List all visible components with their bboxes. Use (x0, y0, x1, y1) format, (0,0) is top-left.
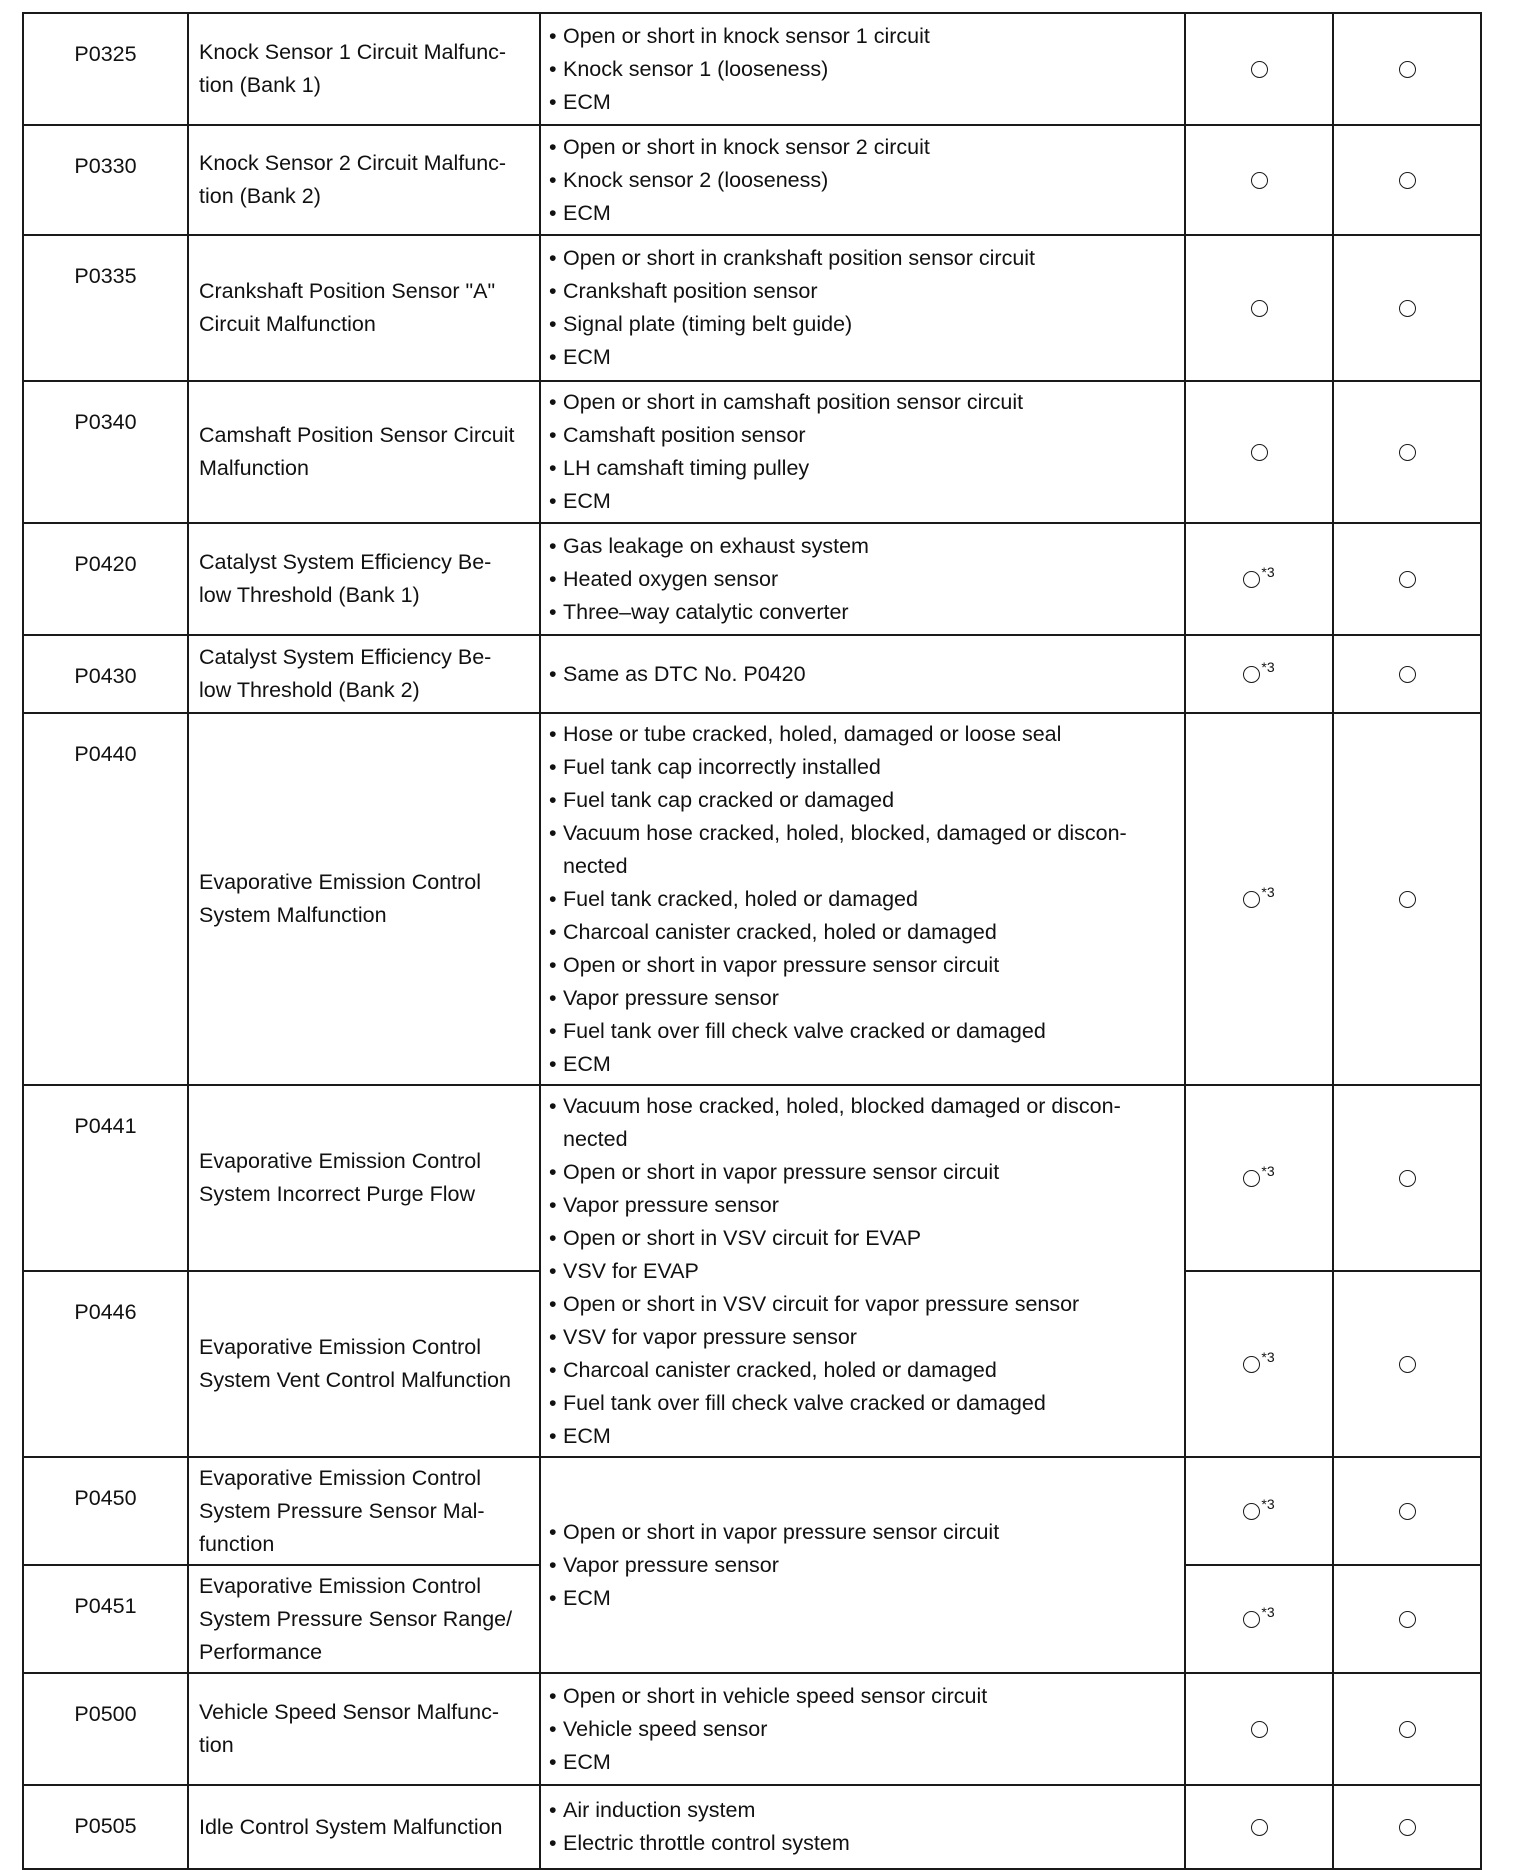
cause-item: • Open or short in vapor pressure sensor circuit (549, 1516, 1174, 1549)
detection-item-line: Catalyst System Efficiency Be- (199, 645, 492, 669)
circle-mark-icon (1399, 172, 1416, 189)
detection-item (188, 635, 540, 713)
cause-item: • Fuel tank cracked, holed or damaged (549, 883, 1174, 916)
detection-item (188, 1565, 540, 1673)
memory-indicator (1333, 1673, 1481, 1785)
cause-item: • Crankshaft position sensor (549, 275, 1174, 308)
cause-item: • Fuel tank over fill check valve cracked or damaged (549, 1387, 1174, 1420)
cause-list (549, 20, 1174, 119)
cause-item: • Open or short in vapor pressure sensor circuit (549, 949, 1174, 982)
circle-mark-icon (1243, 571, 1260, 588)
mil-indicator (1185, 523, 1333, 635)
detection-item (188, 13, 540, 125)
cause-item: • Fuel tank cap cracked or damaged (549, 784, 1174, 817)
detection-item (188, 1085, 540, 1271)
cause-list (549, 1794, 1174, 1860)
cause-list (549, 718, 1174, 1081)
detection-item (188, 125, 540, 235)
table-row (23, 381, 1481, 523)
table-row (23, 13, 1481, 125)
dtc-table-body (23, 13, 1481, 1869)
circle-mark-icon (1399, 1819, 1416, 1836)
footnote-ref: *3 (1261, 884, 1275, 901)
detection-item-line: Evaporative Emission Control (199, 1465, 482, 1490)
detection-item-line: Evaporative Emission Control (199, 1573, 482, 1598)
cause-item: • ECM (549, 197, 1174, 230)
detection-item-line: Camshaft Position Sensor Circuit (199, 423, 515, 447)
detection-item-line: Catalyst System Efficiency Be- (199, 550, 492, 574)
trouble-area (540, 1457, 1185, 1673)
mil-indicator (1185, 1785, 1333, 1869)
circle-mark-icon (1399, 444, 1416, 461)
dtc-code: P0500 (23, 1673, 188, 1785)
memory-indicator (1333, 1785, 1481, 1869)
detection-item-line: System Pressure Sensor Mal- (199, 1498, 485, 1523)
dtc-code: P0335 (23, 235, 188, 381)
trouble-area (540, 1785, 1185, 1869)
cause-item: • Vapor pressure sensor (549, 1549, 1174, 1582)
mil-indicator (1185, 635, 1333, 713)
circle-mark-icon (1399, 571, 1416, 588)
mil-indicator (1185, 1271, 1333, 1457)
detection-item-line: Performance (199, 1639, 323, 1664)
table-row (23, 1673, 1481, 1785)
footnote-ref: *3 (1261, 1163, 1275, 1180)
cause-list (549, 658, 1174, 691)
dtc-code: P0330 (23, 125, 188, 235)
cause-item: • Vapor pressure sensor (549, 982, 1174, 1015)
mil-indicator (1185, 235, 1333, 381)
detection-item (188, 1785, 540, 1869)
cause-item: • Open or short in knock sensor 1 circuit (549, 20, 1174, 53)
mil-indicator (1185, 1085, 1333, 1271)
dtc-code: P0446 (23, 1271, 188, 1457)
cause-item: • Signal plate (timing belt guide) (549, 308, 1174, 341)
circle-mark-icon (1399, 61, 1416, 78)
detection-item (188, 1457, 540, 1565)
detection-item-line: Knock Sensor 2 Circuit Malfunc- (199, 151, 507, 175)
dtc-code: P0451 (23, 1565, 188, 1673)
circle-mark-icon (1251, 61, 1268, 78)
cause-item: • Knock sensor 2 (looseness) (549, 164, 1174, 197)
cause-item: • Open or short in crankshaft position sensor circuit (549, 242, 1174, 275)
cause-item: • Camshaft position sensor (549, 419, 1174, 452)
mil-indicator (1185, 381, 1333, 523)
detection-item-line: Knock Sensor 1 Circuit Malfunc- (199, 40, 507, 64)
table-row (23, 523, 1481, 635)
trouble-area (540, 635, 1185, 713)
footnote-ref: *3 (1261, 1604, 1275, 1621)
footnote-ref: *3 (1261, 564, 1275, 581)
memory-indicator (1333, 1457, 1481, 1565)
memory-indicator (1333, 713, 1481, 1085)
cause-item: • ECM (549, 1420, 1174, 1453)
circle-mark-icon (1251, 172, 1268, 189)
mil-indicator (1185, 125, 1333, 235)
memory-indicator (1333, 635, 1481, 713)
trouble-area (540, 381, 1185, 523)
dtc-code: P0420 (23, 523, 188, 635)
circle-mark-icon (1251, 1721, 1268, 1738)
cause-list (549, 1680, 1174, 1779)
trouble-area (540, 713, 1185, 1085)
circle-mark-icon (1243, 891, 1260, 908)
detection-item-line: System Incorrect Purge Flow (199, 1182, 476, 1206)
detection-item-line: function (199, 1531, 275, 1556)
cause-list (549, 131, 1174, 230)
cause-item: • Same as DTC No. P0420 (549, 658, 1174, 691)
footnote-ref: *3 (1261, 1349, 1275, 1366)
detection-item (188, 713, 540, 1085)
circle-mark-icon (1251, 444, 1268, 461)
detection-item (188, 1271, 540, 1457)
memory-indicator (1333, 125, 1481, 235)
circle-mark-icon (1243, 1356, 1260, 1373)
cause-list (549, 1090, 1174, 1453)
detection-item-line: Evaporative Emission Control (199, 1335, 482, 1359)
table-row (23, 125, 1481, 235)
cause-item: • ECM (549, 1048, 1174, 1081)
cause-item: • ECM (549, 86, 1174, 119)
trouble-area (540, 1673, 1185, 1785)
trouble-area (540, 125, 1185, 235)
cause-list (549, 242, 1174, 374)
cause-item: • Fuel tank cap incorrectly installed (549, 751, 1174, 784)
memory-indicator (1333, 1085, 1481, 1271)
cause-item: • Vacuum hose cracked, holed, blocked, damaged or discon- nected (549, 817, 1174, 883)
circle-mark-icon (1399, 1356, 1416, 1373)
detection-item-line: Crankshaft Position Sensor "A" (199, 279, 496, 303)
circle-mark-icon (1243, 1170, 1260, 1187)
circle-mark-icon (1243, 1611, 1260, 1628)
dtc-table (22, 12, 1482, 1870)
circle-mark-icon (1243, 666, 1260, 683)
table-row (23, 235, 1481, 381)
circle-mark-icon (1251, 1819, 1268, 1836)
cause-item: • VSV for EVAP (549, 1255, 1174, 1288)
dtc-code: P0505 (23, 1785, 188, 1869)
detection-item-line: low Threshold (Bank 2) (199, 678, 420, 702)
cause-item: • Charcoal canister cracked, holed or damaged (549, 1354, 1174, 1387)
mil-indicator (1185, 713, 1333, 1085)
detection-item-line: Circuit Malfunction (199, 312, 376, 336)
dtc-code: P0441 (23, 1085, 188, 1271)
cause-item: • LH camshaft timing pulley (549, 452, 1174, 485)
table-row (23, 1785, 1481, 1869)
cause-item: • Vacuum hose cracked, holed, blocked damaged or discon- nected (549, 1090, 1174, 1156)
detection-item-line: Evaporative Emission Control (199, 870, 482, 894)
cause-item: • Fuel tank over fill check valve cracked or damaged (549, 1015, 1174, 1048)
dtc-code: P0440 (23, 713, 188, 1085)
cause-item: • Charcoal canister cracked, holed or damaged (549, 916, 1174, 949)
memory-indicator (1333, 523, 1481, 635)
detection-item (188, 1673, 540, 1785)
detection-item-line: tion (199, 1733, 234, 1757)
dtc-code: P0450 (23, 1457, 188, 1565)
cause-item: • Open or short in knock sensor 2 circuit (549, 131, 1174, 164)
mil-indicator (1185, 1457, 1333, 1565)
cause-item: • VSV for vapor pressure sensor (549, 1321, 1174, 1354)
memory-indicator (1333, 381, 1481, 523)
mil-indicator (1185, 1673, 1333, 1785)
cause-item: • Open or short in camshaft position sensor circuit (549, 386, 1174, 419)
circle-mark-icon (1399, 891, 1416, 908)
detection-item-line: tion (Bank 1) (199, 73, 321, 97)
cause-item: • Air induction system (549, 1794, 1174, 1827)
detection-item-line: Vehicle Speed Sensor Malfunc- (199, 1700, 499, 1724)
memory-indicator (1333, 13, 1481, 125)
circle-mark-icon (1399, 1503, 1416, 1520)
table-row (23, 635, 1481, 713)
memory-indicator (1333, 235, 1481, 381)
cause-item: • Electric throttle control system (549, 1827, 1174, 1860)
dtc-code: P0340 (23, 381, 188, 523)
cause-item: • Open or short in VSV circuit for EVAP (549, 1222, 1174, 1255)
dtc-code: P0325 (23, 13, 188, 125)
trouble-area (540, 1085, 1185, 1457)
cause-list (549, 1516, 1174, 1615)
circle-mark-icon (1399, 1170, 1416, 1187)
detection-item (188, 235, 540, 381)
cause-item: • Open or short in vapor pressure sensor circuit (549, 1156, 1174, 1189)
memory-indicator (1333, 1565, 1481, 1673)
detection-item-line: Evaporative Emission Control (199, 1149, 482, 1173)
detection-item (188, 523, 540, 635)
cause-list (549, 386, 1174, 518)
detection-item-line: System Vent Control Malfunction (199, 1368, 511, 1392)
detection-item-line: System Malfunction (199, 903, 387, 927)
cause-item: • Knock sensor 1 (looseness) (549, 53, 1174, 86)
trouble-area (540, 523, 1185, 635)
mil-indicator (1185, 13, 1333, 125)
detection-item-line: tion (Bank 2) (199, 184, 321, 208)
cause-item: • Hose or tube cracked, holed, damaged or loose seal (549, 718, 1174, 751)
dtc-code: P0430 (23, 635, 188, 713)
detection-item-line: Idle Control System Malfunction (199, 1814, 503, 1839)
cause-item: • ECM (549, 1746, 1174, 1779)
circle-mark-icon (1251, 300, 1268, 317)
cause-item: • Open or short in vehicle speed sensor circuit (549, 1680, 1174, 1713)
table-row (23, 1085, 1481, 1271)
cause-item: • Open or short in VSV circuit for vapor pressure sensor (549, 1288, 1174, 1321)
cause-item: • ECM (549, 1582, 1174, 1615)
table-row (23, 1457, 1481, 1565)
cause-item: • ECM (549, 485, 1174, 518)
table-row (23, 713, 1481, 1085)
memory-indicator (1333, 1271, 1481, 1457)
detection-item (188, 381, 540, 523)
circle-mark-icon (1399, 300, 1416, 317)
cause-item: • Vehicle speed sensor (549, 1713, 1174, 1746)
cause-list (549, 530, 1174, 629)
footnote-ref: *3 (1261, 1496, 1275, 1513)
cause-item: • Three–way catalytic converter (549, 596, 1174, 629)
cause-item: • Heated oxygen sensor (549, 563, 1174, 596)
cause-item: • ECM (549, 341, 1174, 374)
trouble-area (540, 235, 1185, 381)
circle-mark-icon (1399, 1611, 1416, 1628)
cause-item: • Vapor pressure sensor (549, 1189, 1174, 1222)
detection-item-line: Malfunction (199, 456, 309, 480)
cause-item: • Gas leakage on exhaust system (549, 530, 1174, 563)
footnote-ref: *3 (1261, 659, 1275, 676)
detection-item-line: low Threshold (Bank 1) (199, 583, 420, 607)
circle-mark-icon (1399, 1721, 1416, 1738)
circle-mark-icon (1243, 1503, 1260, 1520)
detection-item-line: System Pressure Sensor Range/ (199, 1606, 513, 1631)
trouble-area (540, 13, 1185, 125)
mil-indicator (1185, 1565, 1333, 1673)
circle-mark-icon (1399, 666, 1416, 683)
